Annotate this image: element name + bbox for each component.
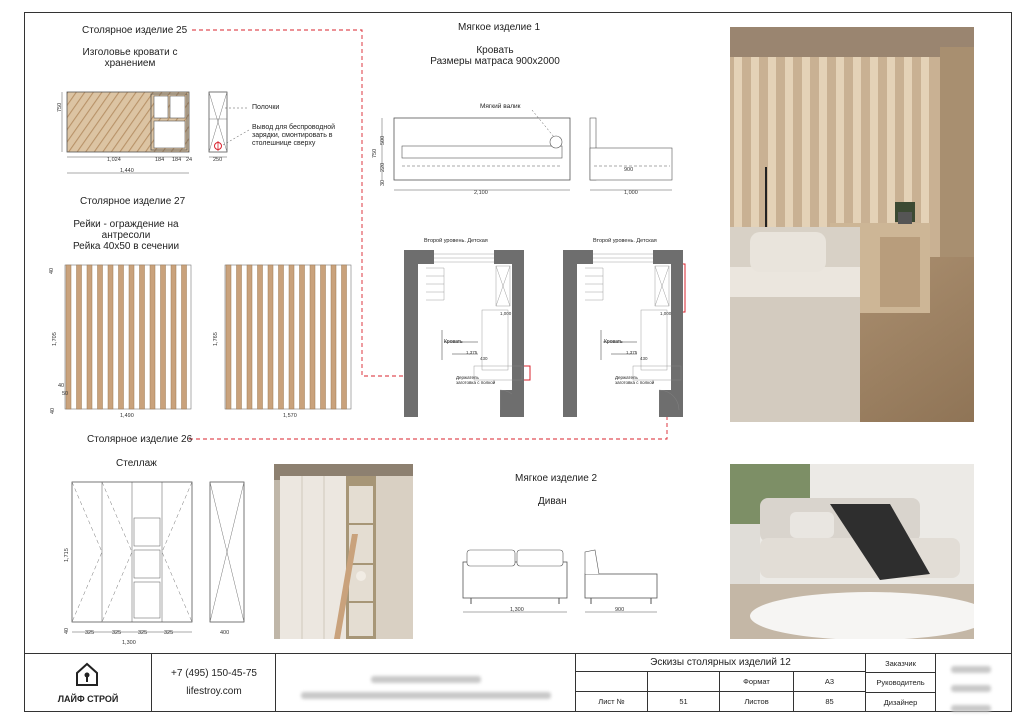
plan-dim-430-2: 430 (640, 356, 648, 361)
blurred-project-name (371, 676, 481, 683)
blurred-customer (951, 666, 991, 673)
format-label: Формат (720, 672, 794, 692)
rails-title-line1: Рейки - ограждение на (73, 219, 179, 230)
rails-elevation-2 (222, 262, 354, 412)
sheet-info (576, 654, 1012, 712)
dim-hb-750: 750 (57, 102, 63, 112)
slat (66, 265, 71, 409)
slat (734, 57, 742, 227)
slat (802, 57, 810, 227)
dim-rail-50: 50 (62, 391, 69, 397)
shelves-note: Полочки (252, 104, 280, 111)
floor-plans (404, 250, 694, 418)
customer-label: Заказчик (866, 654, 936, 673)
mattress-size: Размеры матраса 900х2000 (430, 56, 560, 67)
slat (279, 265, 284, 409)
plan-bed-label-1: Кровать (444, 339, 463, 345)
format-value: А3 (794, 672, 866, 692)
plan-dim-430-1: 430 (480, 356, 488, 361)
wardrobe-render (274, 464, 413, 639)
slat (785, 57, 793, 227)
dim-bed-1000: 1,000 (624, 190, 638, 196)
dim-rack-1300: 1,300 (122, 640, 136, 646)
sofa-render (730, 464, 974, 639)
slat (140, 265, 145, 409)
charger-note-line2: зарядки, смонтировать в (252, 132, 333, 139)
soft-1-label: Мягкое изделие 1 (458, 22, 541, 33)
sofa-title: Диван (538, 496, 567, 507)
slat (289, 265, 294, 409)
house-logo-icon (74, 661, 100, 687)
dim-hb-184a: 184 (155, 157, 165, 163)
dim-bed-750: 750 (372, 148, 378, 158)
dim-rail-40-top: 40 (49, 267, 55, 274)
dim-rack-1715: 1,715 (64, 548, 70, 562)
slat (751, 57, 759, 227)
dim-hb-24: 24 (186, 157, 193, 163)
plan-dim-1000-1: 1,000 (500, 311, 512, 316)
plan-holder-2-line2: заготовка с полкой (615, 380, 655, 385)
dim-sofa-1300: 1,300 (510, 607, 524, 613)
blurred-designer (951, 705, 991, 712)
slat (226, 265, 231, 409)
blurred-address (301, 692, 551, 699)
slat (258, 265, 263, 409)
dim-bed-30: 30 (380, 179, 386, 186)
sofa-render-image (730, 464, 974, 639)
roller-note: Мягкий валик (480, 103, 521, 110)
slat (237, 265, 242, 409)
site-link[interactable]: lifestroy.com (186, 686, 242, 697)
phone-link[interactable]: +7 (495) 150-45-75 (171, 668, 257, 679)
slat (836, 57, 844, 227)
dim-rack-325c: 325 (138, 630, 148, 636)
plan-dim-1000-2: 1,000 (660, 311, 672, 316)
sheets-label: Листов (720, 692, 794, 712)
designer-label: Дизайнер (866, 693, 936, 712)
slat (247, 265, 252, 409)
slat (768, 57, 776, 227)
sofa-drawings (455, 540, 665, 620)
slat (819, 57, 827, 227)
dim-rail-1570: 1,570 (283, 413, 297, 419)
dim-rail-40-bot: 40 (50, 407, 56, 414)
sofa-front (463, 562, 567, 598)
dim-hb-184b: 184 (172, 157, 182, 163)
title-block (24, 653, 1012, 713)
headboard-title-line1: Изголовье кровати с (82, 47, 178, 58)
dim-hb-250: 250 (213, 157, 223, 163)
sheet-no-value: 51 (648, 692, 720, 712)
sheet-title: Эскизы столярных изделий 12 (576, 654, 866, 672)
headboard-title-line2: хранением (104, 58, 156, 69)
dim-hb-1440: 1,440 (120, 168, 134, 174)
plan-holder-2-line1: Держатель (615, 375, 638, 380)
dim-bed-500: 500 (380, 135, 386, 145)
dim-bed-900: 900 (624, 167, 634, 173)
charger-note (252, 124, 335, 148)
dim-bed-2100: 2,100 (474, 190, 488, 196)
plan-title-2: Второй уровень. Детская (593, 238, 657, 244)
rails-title-line2: антресоли (101, 230, 151, 241)
rack-title: Стеллаж (116, 458, 157, 469)
slat (331, 265, 336, 409)
sheets-value: 85 (794, 692, 866, 712)
slat (300, 265, 305, 409)
rails-elevation-1 (62, 262, 194, 412)
slat (870, 57, 878, 227)
dim-rail-1490: 1,490 (120, 413, 134, 419)
bed-drawings (372, 110, 692, 205)
slat (129, 265, 134, 409)
dim-sofa-900: 900 (615, 607, 625, 613)
slat (921, 57, 929, 227)
bedroom-render-image (730, 27, 974, 422)
logo-text: ЛАЙФ СТРОЙ (57, 694, 119, 704)
dim-rail-40-mid: 40 (58, 383, 65, 389)
dim-rack-40: 40 (64, 627, 70, 634)
sofa-side (585, 574, 657, 598)
plan-holder-1 (456, 375, 495, 385)
slat (904, 57, 912, 227)
slat (87, 265, 92, 409)
dim-rack-400: 400 (220, 630, 230, 636)
slat (98, 265, 103, 409)
dim-rack-325b: 325 (112, 630, 122, 636)
slat (887, 57, 895, 227)
plan-title-1: Второй уровень. Детская (424, 238, 488, 244)
contact-cell (152, 654, 276, 712)
rails-title (56, 219, 196, 252)
dim-rack-325a: 325 (85, 630, 95, 636)
rack-drawings (60, 478, 260, 648)
plan-holder-2 (615, 375, 654, 385)
dim-hb-1024: 1,024 (107, 157, 121, 163)
slat (77, 265, 82, 409)
wardrobe-render-image (274, 464, 413, 639)
slat (150, 265, 155, 409)
plan-bed-label-2: Кровать (604, 339, 623, 345)
slat (108, 265, 113, 409)
plan-holder-1-line1: Держатель (456, 375, 479, 380)
joinery-25-label: Столярное изделие 25 (82, 25, 188, 36)
joinery-26-label: Столярное изделие 26 (87, 434, 193, 445)
slat (853, 57, 861, 227)
slat (161, 265, 166, 409)
slat (268, 265, 273, 409)
dim-rail-1765: 1,765 (213, 332, 219, 346)
logo-cell (24, 654, 152, 712)
joinery-27-label: Столярное изделие 27 (80, 196, 186, 207)
blurred-manager (951, 685, 991, 692)
bedroom-render (730, 27, 974, 422)
dim-rack-325d: 325 (164, 630, 174, 636)
headboard-title (60, 47, 200, 69)
sheet-no-label: Лист № (576, 692, 648, 712)
plan-dim-1375-2: 1,375 (626, 350, 638, 355)
slat (171, 265, 176, 409)
soft-2-label: Мягкое изделие 2 (515, 473, 598, 484)
slat (310, 265, 315, 409)
rails-title-line3: Рейка 40х50 в сечении (72, 241, 180, 252)
project-cell (276, 654, 576, 712)
bed-title (410, 45, 580, 67)
dim-rail-1705: 1,705 (52, 332, 58, 346)
manager-label: Руководитель (866, 673, 936, 693)
bed-title-text: Кровать (476, 45, 514, 56)
slat (342, 265, 347, 409)
charger-note-line3: столешнице сверху (252, 140, 316, 147)
slat (321, 265, 326, 409)
plan-dim-1375-1: 1,375 (466, 350, 478, 355)
dim-bed-220: 220 (380, 162, 386, 172)
plan-holder-1-line2: заготовка с полкой (456, 380, 496, 385)
slat (182, 265, 187, 409)
slat (119, 265, 124, 409)
charger-note-line1: Вывод для беспроводной (252, 124, 336, 131)
